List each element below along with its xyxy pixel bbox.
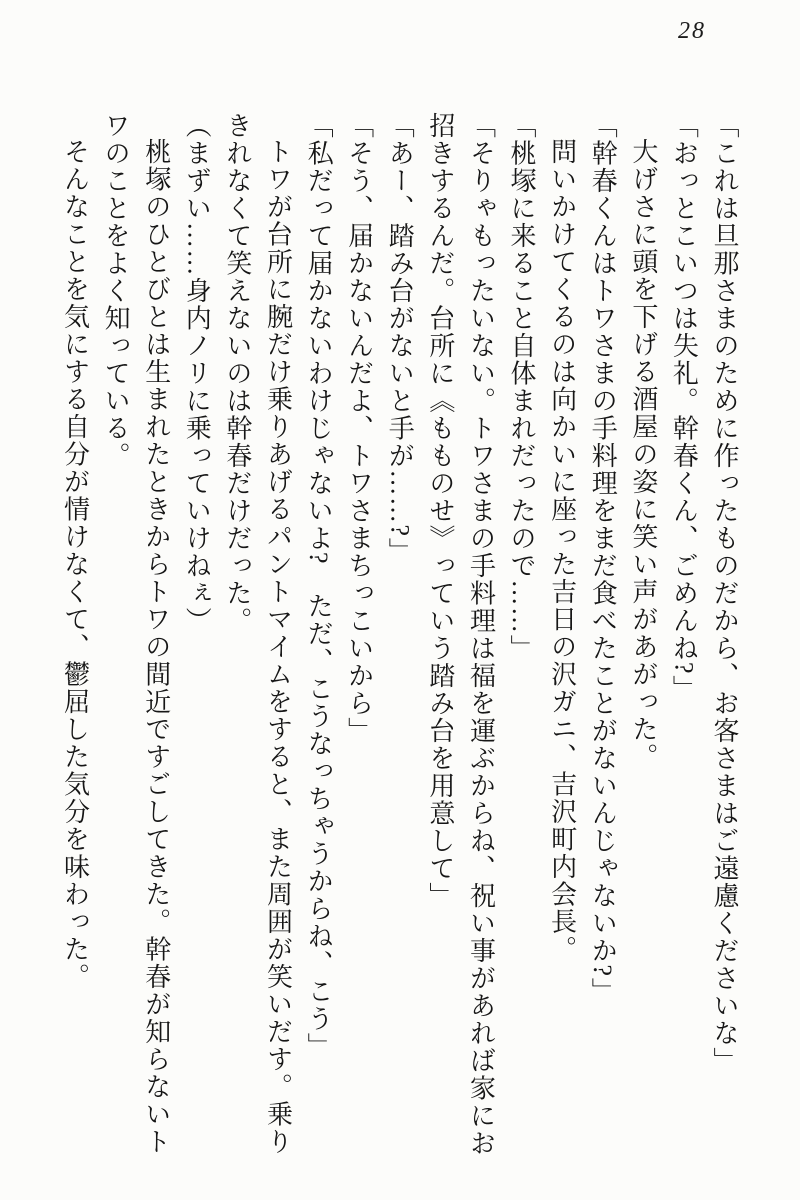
paragraph: 「桃塚に来ること自体まれだったので……」 [507,112,537,662]
paragraph: トワが台所に腕だけ乗りあげるパントマイムをすると、また周囲が笑いだす。乗りきれなくて笑えないのは幹春だけだった。 [222,112,293,1156]
paragraph: 「そう、届かないんだよ、トワさまちっこいから」 [344,112,374,745]
paragraph: そんなことを気にする自分が情けなくて、鬱屈した気分を味わった。 [60,138,90,991]
paragraph: 「幹春くんはトワさまの手料理をまだ食べたことがないんじゃないか?」 [588,112,618,1006]
paragraph: （まずい……身内ノリに乗っていけねぇ） [182,112,212,635]
paragraph: 「私だって届かないわけじゃないよ? ただ、こうなっちゃうからね、こう」 [304,112,334,1061]
paragraph: 「あー、踏み台がないと手が……?」 [385,112,415,566]
page-number: 28 [678,18,706,44]
paragraph: 「これは旦那さまのために作ったものだから、お客さまはご遠慮くださいな」 [710,112,739,1075]
paragraph: 「そりゃもったいない。トワさまの手料理は福を運ぶからね、祝い事があれば家にお招きするんだ。台所に《もものせ》っていう踏み台を用意して」 [425,112,496,1157]
paragraph: 桃塚のひとびとは生まれたときからトワの間近ですごしてきた。幹春が知らないトワのことをよく知っている。 [101,112,171,1156]
paragraph: 大げさに頭を下げる酒屋の姿に笑い声があがった。 [628,138,658,771]
vertical-text-block [52,112,744,1160]
paragraph: 問いかけてくるのは向かいに座った吉日の沢ガニ、吉沢町内会長。 [547,138,577,963]
paragraph: 「おっとこいつは失礼。幹春くん、ごめんね?」 [669,112,699,703]
